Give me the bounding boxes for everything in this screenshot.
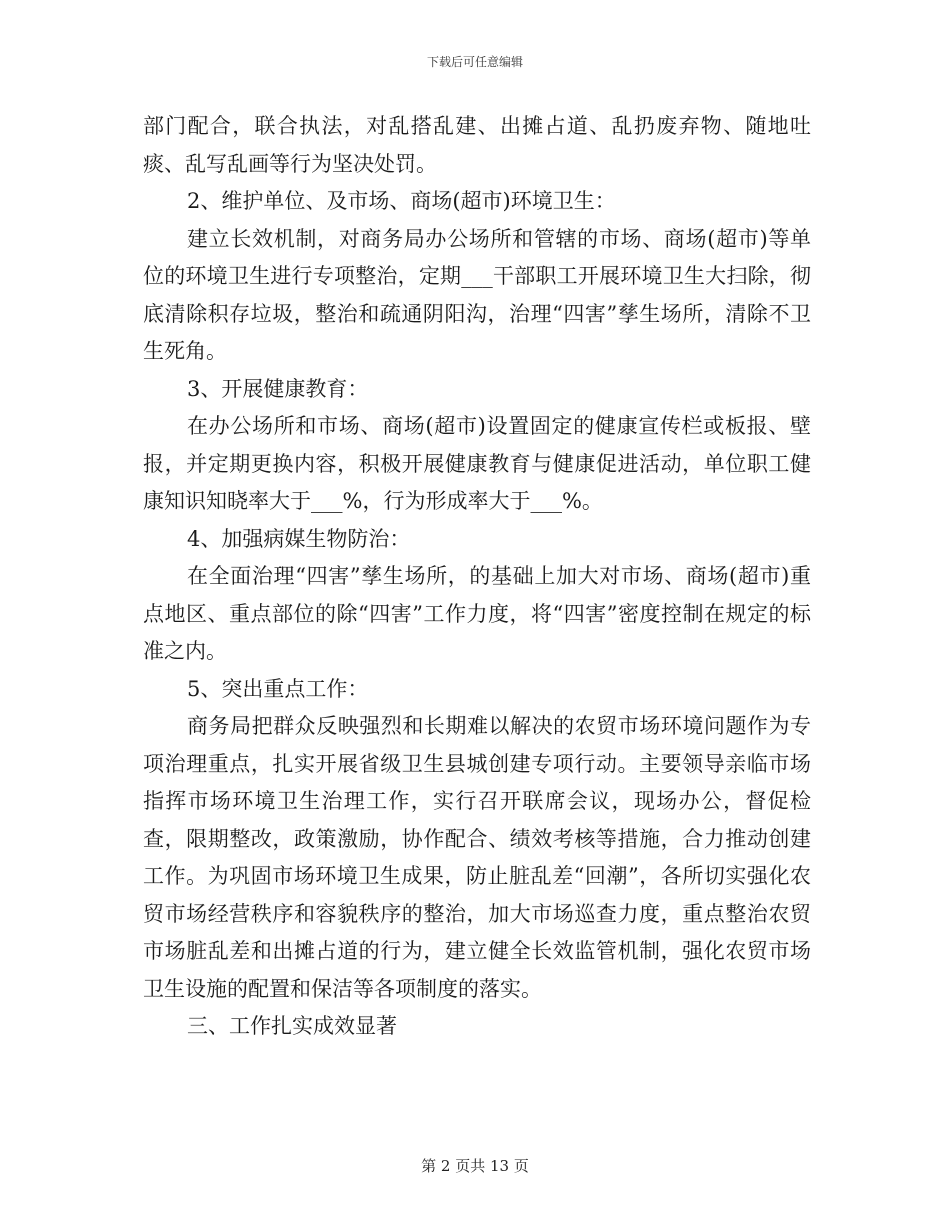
chapter-heading-3: 三、工作扎实成效显著 bbox=[187, 1014, 397, 1038]
section-heading-5: 5、突出重点工作： bbox=[187, 676, 369, 701]
page-header: 下载后可任意编辑 bbox=[426, 55, 523, 69]
document-body bbox=[143, 108, 811, 1046]
paragraph-2: 建立长效机制，对商务局办公场所和管辖的市场、商场(超市)等单位的环境卫生进行专项整治，定期___干部职工开展环境卫生大扫除，彻底清除积存垃圾，整治和疏通阴阳沟，治理“四害”孳生场所，清除不卫生死角。 bbox=[143, 226, 811, 363]
section-heading-4: 4、加强病媒生物防治： bbox=[187, 526, 411, 551]
paragraph-5: 商务局把群众反映强烈和长期难以解决的农贸市场环境问题作为专项治理重点，扎实开展省级卫生县城创建专项行动。主要领导亲临市场指挥市场环境卫生治理工作，实行召开联席会议，现场办公，督促检查，限期整改，政策激励，协作配合、绩效考核等措施，合力推动创建工作。为巩固市场环境卫生成果，防止脏乱差“回潮”，各所切实强化农贸市场经营秩序和容貌秩序的整治，加大市场巡查力度，重点整治农贸市场脏乱差和出摊占道的行为，建立健全长效监管机制，强化农贸市场卫生设施的配置和保洁等各项制度的落实。 bbox=[143, 714, 811, 1001]
paragraph-1: 部门配合，联合执法，对乱搭乱建、出摊占道、乱扔废弃物、随地吐痰、乱写乱画等行为坚决处罚。 bbox=[143, 114, 811, 176]
paragraph-3: 在办公场所和市场、商场(超市)设置固定的健康宣传栏或板报、壁报，并定期更换内容，积极开展健康教育与健康促进活动，单位职工健康知识知晓率大于___%，行为形成率大于___%。 bbox=[143, 414, 811, 513]
paragraph-4: 在全面治理“四害”孳生场所，的基础上加大对市场、商场(超市)重点地区、重点部位的除“四害”工作力度，将“四害”密度控制在规定的标准之内。 bbox=[143, 564, 811, 663]
page-number: 第 2 页共 13 页 bbox=[421, 1157, 529, 1175]
section-heading-3: 3、开展健康教育： bbox=[187, 376, 369, 401]
section-heading-2: 2、维护单位、及市场、商场(超市)环境卫生： bbox=[187, 189, 616, 213]
